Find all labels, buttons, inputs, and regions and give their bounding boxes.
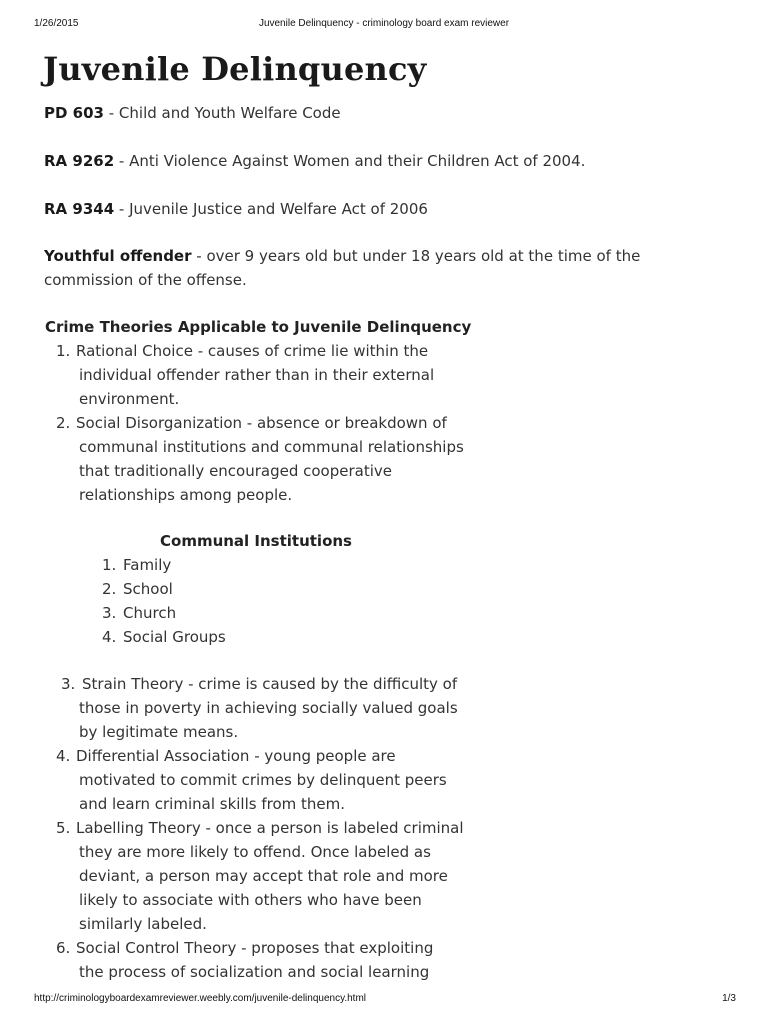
list-line: similarly labeled. xyxy=(79,915,207,933)
list-item xyxy=(102,577,226,601)
list-item xyxy=(56,339,464,411)
list-line: communal institutions and communal relationships xyxy=(79,438,464,456)
law-description: - Child and Youth Welfare Code xyxy=(103,104,341,122)
list-item xyxy=(102,625,226,649)
definition-line: - over 9 years old but under 18 years old at the time of the xyxy=(191,247,641,265)
law-description: - Anti Violence Against Women and their Children Act of 2004. xyxy=(114,152,586,170)
list-item xyxy=(56,816,464,936)
list-item xyxy=(56,744,464,816)
list-line: environment. xyxy=(79,390,180,408)
list-line: Social Disorganization - absence or breakdown of xyxy=(76,414,447,432)
list-number: 6. xyxy=(56,939,71,957)
theories-list-rest xyxy=(56,672,464,984)
theories-heading: Crime Theories Applicable to Juvenile Delinquency xyxy=(45,318,472,336)
law-ra-9344 xyxy=(44,197,724,221)
list-item xyxy=(102,553,226,577)
list-label: Social Groups xyxy=(123,628,226,646)
list-line: Social Control Theory - proposes that exploiting xyxy=(76,939,434,957)
list-line: those in poverty in achieving socially valued goals xyxy=(79,699,458,717)
list-line: the process of socialization and social learning xyxy=(79,963,430,981)
list-number: 4. xyxy=(102,628,117,646)
list-number: 5. xyxy=(56,819,71,837)
list-line: by legitimate means. xyxy=(79,723,239,741)
definition-line: commission of the offense. xyxy=(44,271,247,289)
list-label: Family xyxy=(123,556,172,574)
list-line: Rational Choice - causes of crime lie within the xyxy=(76,342,429,360)
communal-institutions-heading: Communal Institutions xyxy=(160,532,352,550)
list-line: they are more likely to offend. Once labeled as xyxy=(79,843,431,861)
list-line: Differential Association - young people are xyxy=(76,747,396,765)
list-number: 3. xyxy=(102,604,117,622)
list-label: Church xyxy=(123,604,177,622)
list-label: School xyxy=(123,580,173,598)
list-number: 2. xyxy=(56,414,71,432)
list-item xyxy=(56,411,464,507)
youthful-offender-definition xyxy=(44,244,724,292)
footer-url: http://criminologyboardexamreviewer.weebly.com/juvenile-delinquency.html xyxy=(34,993,367,1004)
communal-institutions-list xyxy=(102,553,226,649)
law-code: RA 9344 xyxy=(44,200,115,218)
print-title: Juvenile Delinquency - criminology board exam reviewer xyxy=(258,18,510,29)
list-line: that traditionally encouraged cooperative xyxy=(79,462,392,480)
list-line: and learn criminal skills from them. xyxy=(79,795,346,813)
list-item xyxy=(56,672,464,744)
law-code: PD 603 xyxy=(44,104,104,122)
list-line: deviant, a person may accept that role and more xyxy=(79,867,448,885)
law-code: RA 9262 xyxy=(44,152,115,170)
list-number: 1. xyxy=(102,556,117,574)
list-item xyxy=(102,601,226,625)
list-line: relationships among people. xyxy=(79,486,293,504)
list-item xyxy=(56,936,464,984)
list-number: 4. xyxy=(56,747,71,765)
law-pd-603 xyxy=(44,101,724,125)
law-ra-9262 xyxy=(44,149,724,173)
list-number: 2. xyxy=(102,580,117,598)
print-date: 1/26/2015 xyxy=(34,18,79,29)
law-description: - Juvenile Justice and Welfare Act of 2006 xyxy=(114,200,428,218)
list-line: Strain Theory - crime is caused by the difficulty of xyxy=(82,675,458,693)
list-line: likely to associate with others who have been xyxy=(79,891,422,909)
list-number: 3. xyxy=(61,675,76,693)
page-title: Juvenile Delinquency xyxy=(43,50,427,88)
theories-list-first xyxy=(56,339,464,507)
list-line: motivated to commit crimes by delinquent peers xyxy=(79,771,447,789)
list-number: 1. xyxy=(56,342,71,360)
list-line: individual offender rather than in their external xyxy=(79,366,435,384)
page-number: 1/3 xyxy=(722,993,736,1004)
list-line: Labelling Theory - once a person is labeled criminal xyxy=(76,819,464,837)
definition-term: Youthful offender xyxy=(44,247,192,265)
